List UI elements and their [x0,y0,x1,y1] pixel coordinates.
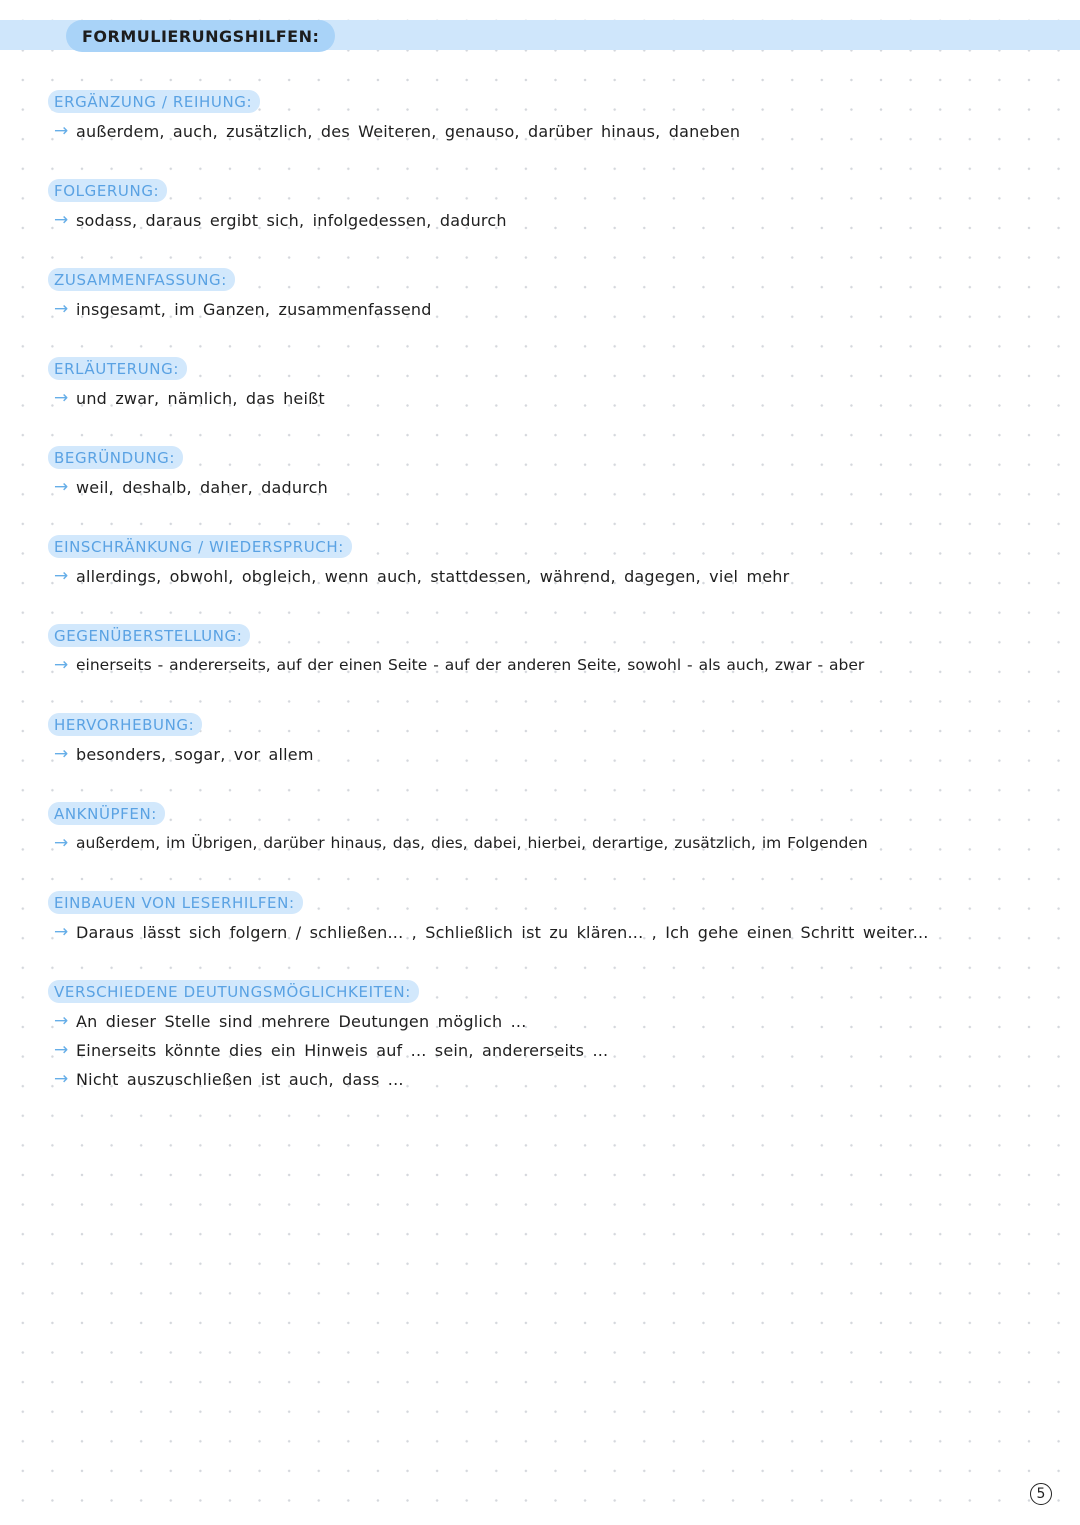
list-item [48,386,325,410]
arrow-right-icon: → [54,655,69,675]
list-item [48,831,868,855]
phrase-list: außerdem, im Übrigen, darüber hinaus, das, dies, dabei, hierbei, derartige, zusätzlich, im Folgenden [76,834,868,852]
section-label: HERVORHEBUNG: [48,713,202,736]
arrow-right-icon: → [54,1069,69,1089]
section-deutungsmoeglichkeiten [48,980,608,1091]
arrow-right-icon: → [54,1040,69,1060]
arrow-right-icon: → [54,1011,69,1031]
page-title: FORMULIERUNGSHILFEN: [82,26,320,46]
section-label: EINSCHRÄNKUNG / WIEDERSPRUCH: [48,535,352,558]
list-item [48,208,507,232]
phrase-line: An dieser Stelle sind mehrere Deutungen möglich ... [76,1011,527,1031]
section-label: ANKNÜPFEN: [48,802,165,825]
list-item [48,564,789,588]
title-highlight [66,20,335,52]
section-erlaeuterung [48,357,325,410]
section-ergaenzung [48,90,740,143]
phrase-list: sodass, daraus ergibt sich, infolgedessen, dadurch [76,210,507,230]
section-zusammenfassung [48,268,432,321]
section-hervorhebung [48,713,314,766]
phrase-list: insgesamt, im Ganzen, zusammenfassend [76,299,432,319]
list-item [48,475,328,499]
section-label: BEGRÜNDUNG: [48,446,183,469]
phrase-list: außerdem, auch, zusätzlich, des Weiteren, genauso, darüber hinaus, daneben [76,121,741,141]
arrow-right-icon: → [54,744,69,764]
arrow-right-icon: → [54,210,69,230]
arrow-right-icon: → [54,299,69,319]
arrow-right-icon: → [54,566,69,586]
section-label: EINBAUEN VON LESERHILFEN: [48,891,303,914]
list-item [48,119,740,143]
section-label: ERLÄUTERUNG: [48,357,187,380]
list-item [48,1009,608,1033]
section-anknuepfen [48,802,868,855]
section-label: ERGÄNZUNG / REIHUNG: [48,90,260,113]
phrase-line: Einerseits könnte dies ein Hinweis auf ... sein, andererseits ... [76,1040,609,1060]
arrow-right-icon: → [54,922,69,942]
section-label: FOLGERUNG: [48,179,167,202]
list-item [48,742,314,766]
list-item [48,920,929,944]
arrow-right-icon: → [54,477,69,497]
phrase-list: besonders, sogar, vor allem [76,744,314,764]
phrase-list: und zwar, nämlich, das heißt [76,388,325,408]
section-label: GEGENÜBERSTELLUNG: [48,624,250,647]
list-item [48,1067,608,1091]
page-number: 5 [1030,1483,1052,1505]
section-gegenueberstellung [48,624,864,677]
section-folgerung [48,179,507,232]
arrow-right-icon: → [54,833,69,853]
phrase-list: einerseits - andererseits, auf der einen Seite - auf der anderen Seite, sowohl - als auch, zwar - aber [76,656,865,674]
arrow-right-icon: → [54,388,69,408]
list-item [48,653,864,677]
section-leserhilfen [48,891,929,944]
phrase-list: Daraus lässt sich folgern / schließen... , Schließlich ist zu klären... , Ich gehe einen Schritt weiter... [76,922,929,942]
phrase-list: allerdings, obwohl, obgleich, wenn auch, stattdessen, während, dagegen, viel mehr [76,566,790,586]
list-item [48,297,432,321]
phrase-list: weil, deshalb, daher, dadurch [76,477,328,497]
section-begruendung [48,446,328,499]
section-einschraenkung [48,535,789,588]
phrase-line: Nicht auszuschließen ist auch, dass ... [76,1069,404,1089]
list-item [48,1038,608,1062]
section-label: ZUSAMMENFASSUNG: [48,268,235,291]
arrow-right-icon: → [54,121,69,141]
section-label: VERSCHIEDENE DEUTUNGSMÖGLICHKEITEN: [48,980,419,1003]
